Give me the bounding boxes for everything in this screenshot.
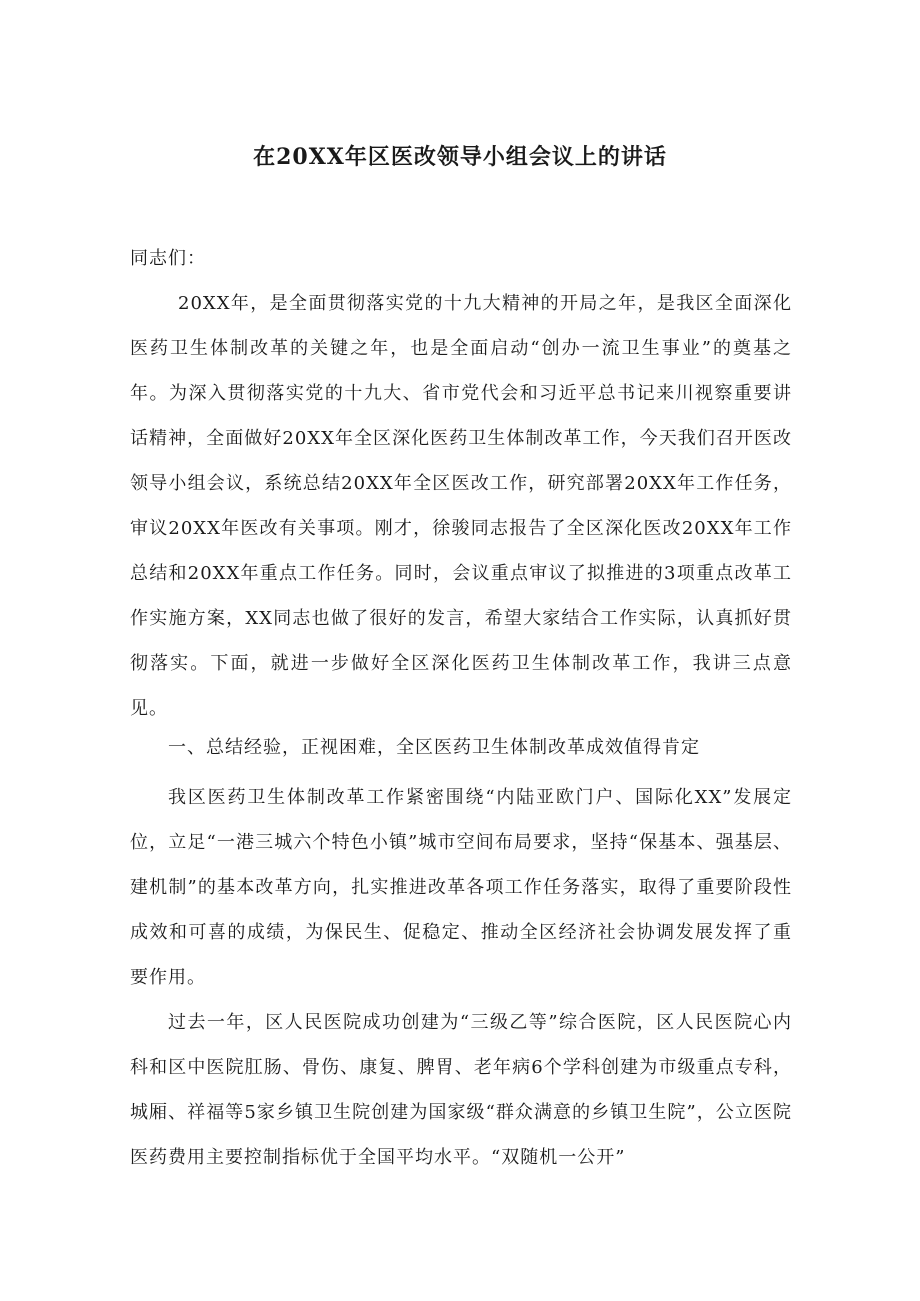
paragraph-intro: 20XX年，是全面贯彻落实党的十九大精神的开局之年，是我区全面深化医药卫生体制改革的关键之年，也是全面启动“创办一流卫生事业”的奠基之年。为深入贯彻落实党的十九大、省市党代会和习近平总书记来川视察重要讲话精神，全面做好20XX年全区深化医药卫生体制改革工作，今天我们召开医改领导小组会议，系统总结20XX年全区医改工作，研究部署20XX年工作任务，审议20XX年医改有关事项。刚才，徐骏同志报告了全区深化医改20XX年工作总结和20XX年重点工作任务。同时，会议重点审议了拟推进的3项重点改革工作实施方案，XX同志也做了很好的发言，希望大家结合工作实际，认真抓好贯彻落实。下面，就进一步做好全区深化医药卫生体制改革工作，我讲三点意见。 [130,293,792,719]
document-title: 在20XX年区医改领导小组会议上的讲话 [253,144,667,170]
paragraph-past-year: 过去一年，区人民医院成功创建为“三级乙等”综合医院，区人民医院心内科和区中医院肛肠、骨伤、康复、脾胃、老年病6个学科创建为市级重点专科，城厢、祥福等5家乡镇卫生院创建为国家级“群众满意的乡镇卫生院”，公立医院医药费用主要控制指标优于全国平均水平。“双随机一公开” [130,1012,792,1168]
paragraph-reform-overview: 我区医药卫生体制改革工作紧密围绕“内陆亚欧门户、国际化XX”发展定位，立足“一港三城六个特色小镇”城市空间布局要求，坚持“保基本、强基层、建机制”的基本改革方向，扎实推进改革各项工作任务落实，取得了重要阶段性成效和可喜的成绩，为保民生、促稳定、推动全区经济社会协调发展发挥了重要作用。 [130,787,792,988]
section-heading-1: 一、总结经验，正视困难，全区医药卫生体制改革成效值得肯定 [168,737,700,758]
salutation: 同志们： [130,248,206,269]
